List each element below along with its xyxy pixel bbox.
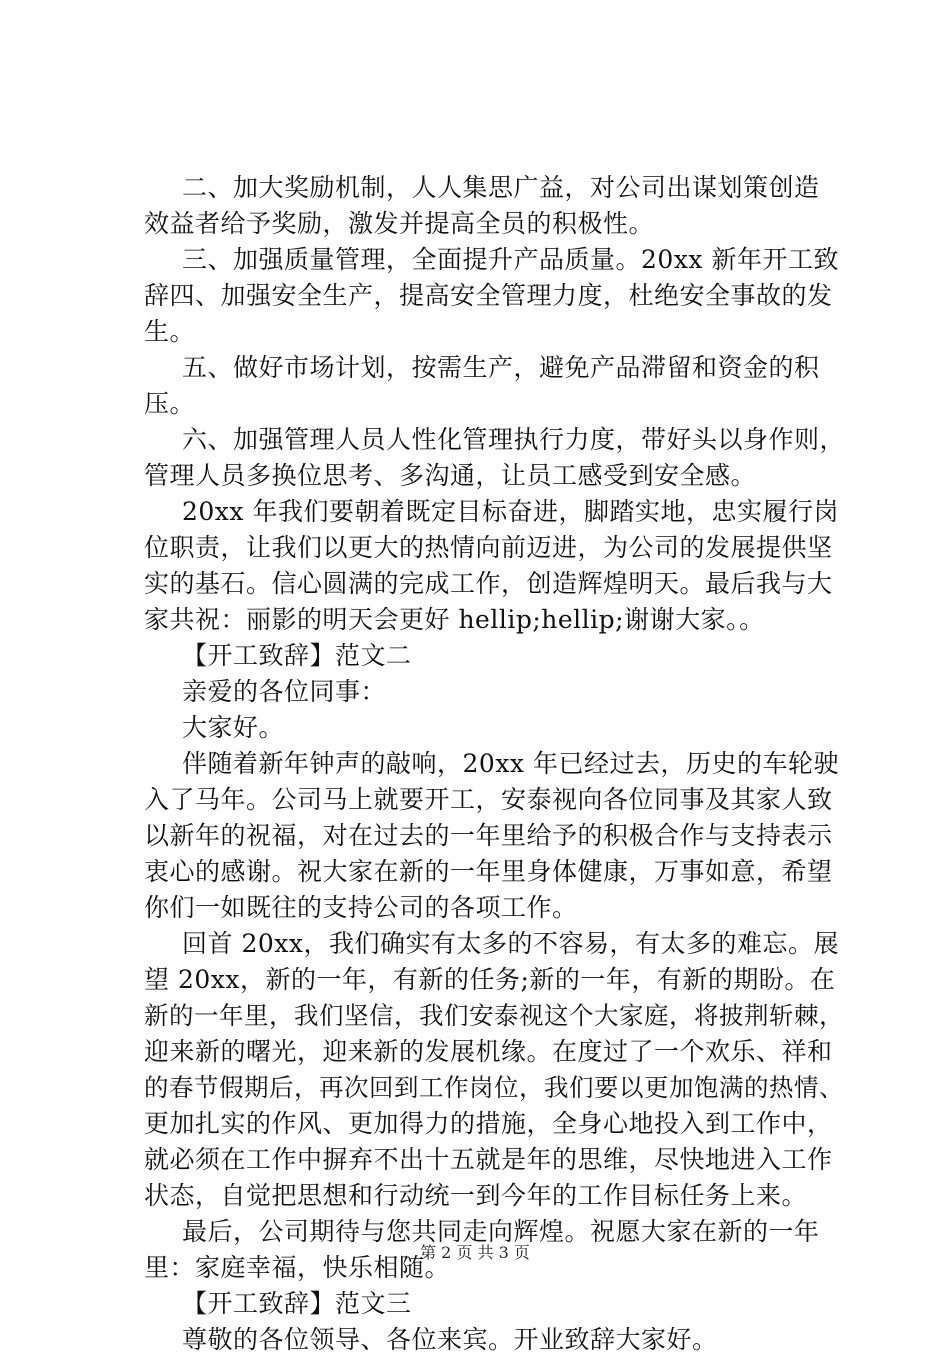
- text-line: 望 20xx，新的一年，有新的任务;新的一年，有新的期盼。在: [144, 965, 836, 994]
- text-line: 以新年的祝福，对在过去的一年里给予的积极合作与支持表示: [144, 821, 833, 850]
- text-line: 压。: [144, 389, 196, 418]
- text-line: 实的基石。信心圆满的完成工作，创造辉煌明天。最后我与大: [144, 569, 833, 598]
- text-line: 衷心的感谢。祝大家在新的一年里身体健康，万事如意，希望: [144, 857, 833, 886]
- text-line: 更加扎实的作风、更加得力的措施，全身心地投入到工作中，: [144, 1109, 833, 1138]
- text-line: 辞四、加强安全生产，提高安全管理力度，杜绝安全事故的发: [144, 281, 833, 310]
- page-number-footer: 第 2 页 共 3 页: [420, 1243, 530, 1262]
- text-line: 位职责，让我们以更大的热情向前迈进，为公司的发展提供坚: [144, 533, 833, 562]
- text-line: 家共祝：丽影的明天会更好 hellip;hellip;谢谢大家。。: [144, 605, 765, 634]
- text-line: 效益者给予奖励，激发并提高全员的积极性。: [144, 209, 655, 238]
- section-heading: 【开工致辞】范文三: [182, 1289, 412, 1318]
- text-line: 新的一年里，我们坚信，我们安泰视这个大家庭，将披荆斩棘，: [144, 1001, 844, 1030]
- text-line: 就必须在工作中摒弃不出十五就是年的思维，尽快地进入工作: [144, 1145, 833, 1174]
- text-line: 你们一如既往的支持公司的各项工作。: [144, 893, 578, 922]
- text-line: 伴随着新年钟声的敲响，20xx 年已经过去，历史的车轮驶: [182, 749, 839, 778]
- text-line: 状态，自觉把思想和行动统一到今年的工作目标任务上来。: [144, 1181, 808, 1210]
- text-line: 的春节假期后，再次回到工作岗位，我们要以更加饱满的热情、: [144, 1073, 844, 1102]
- text-line: 20xx 年我们要朝着既定目标奋进，脚踏实地，忠实履行岗: [182, 497, 839, 526]
- text-line: 最后，公司期待与您共同走向辉煌。祝愿大家在新的一年: [182, 1217, 820, 1246]
- text-line: 三、加强质量管理，全面提升产品质量。20xx 新年开工致: [182, 245, 839, 274]
- text-line: 生。: [144, 317, 196, 346]
- section-heading: 【开工致辞】范文二: [182, 641, 412, 670]
- text-line: 二、加大奖励机制，人人集思广益，对公司出谋划策创造: [182, 173, 820, 202]
- text-line: 里：家庭幸福，快乐相随。: [144, 1253, 451, 1282]
- text-line: 回首 20xx，我们确实有太多的不容易，有太多的难忘。展: [182, 929, 839, 958]
- text-line: 入了马年。公司马上就要开工，安泰视向各位同事及其家人致: [144, 785, 833, 814]
- text-line: 迎来新的曙光，迎来新的发展机缘。在度过了一个欢乐、祥和: [144, 1037, 833, 1066]
- text-line: 六、加强管理人员人性化管理执行力度，带好头以身作则，: [182, 425, 846, 454]
- text-line: 五、做好市场计划，按需生产，避免产品滞留和资金的积: [182, 353, 820, 382]
- salutation: 亲爱的各位同事：: [182, 677, 387, 706]
- text-line: 管理人员多换位思考、多沟通，让员工感受到安全感。: [144, 461, 757, 490]
- greeting: 大家好。: [182, 713, 285, 742]
- text-line: 尊敬的各位领导、各位来宾。开业致辞大家好。: [182, 1325, 718, 1354]
